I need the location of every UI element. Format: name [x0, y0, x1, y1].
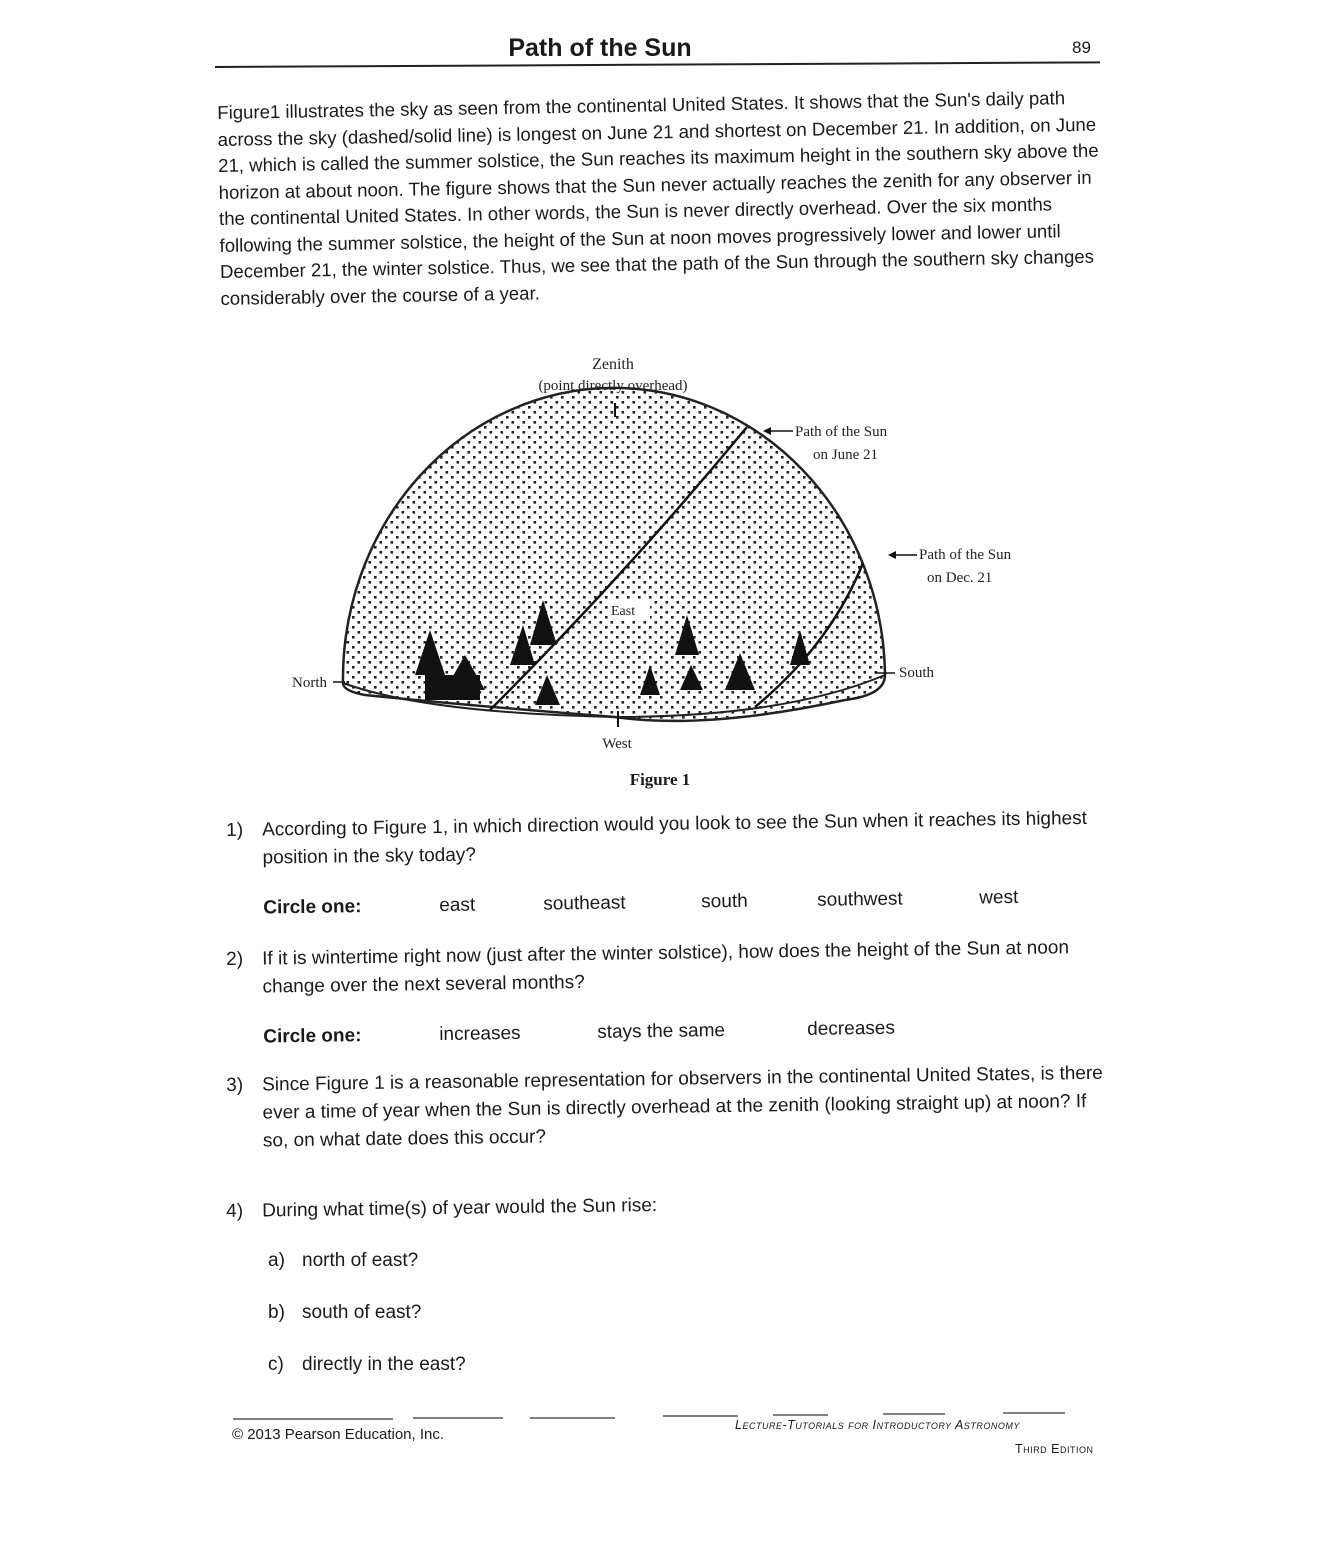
- option-west[interactable]: west: [979, 886, 1019, 909]
- sub-question-text: directly in the east?: [302, 1354, 466, 1375]
- question-4: [226, 1186, 1116, 1228]
- page-title: Path of the Sun: [508, 34, 692, 62]
- book-title: Lecture-Tutorials for Introductory Astronomy: [735, 1418, 1020, 1432]
- sub-question-text: north of east?: [302, 1250, 419, 1271]
- sub-question-label: c): [268, 1354, 284, 1375]
- june-arrowhead: [763, 427, 771, 435]
- zenith-label: Zenith: [592, 356, 634, 373]
- circle-one-label: Circle one:: [263, 896, 362, 919]
- intro-paragraph: Figure1 illustrates the sky as seen from the continental United States. It shows that the Sun's daily path across the sky (dashed/solid line) is longest on June 21 and shortest on December 21. In addition, on June 21, which is called the summer solstice, the Sun reaches its maximum height in the southern sky above the horizon at about noon. The figure shows that the Sun never actually reaches the zenith for any observer in the continental United States. In other words, the Sun is never directly overhead. Over the six months following the summer solstice, the height of the Sun at noon moves progressively lower and lower until December 21, the winter solstice. Thus, we see that the path of the Sun through the southern sky changes considerably over the course of a year.: [217, 87, 1099, 309]
- question-text: During what time(s) of year would the Sun rise:: [262, 1194, 658, 1222]
- question-number: 3): [226, 1074, 244, 1096]
- option-east[interactable]: east: [439, 894, 476, 917]
- book-edition: Third Edition: [1015, 1442, 1094, 1456]
- question-number: 4): [226, 1200, 244, 1222]
- question-text: Since Figure 1 is a reasonable representation for observers in the continental United States, is there ever a time of year when the Sun is directly overhead at the zenith (looking straight up) at noon? If so, on what date does this occur?: [262, 1062, 1103, 1152]
- sub-question-label: b): [268, 1302, 285, 1323]
- june-label-line1: Path of the Sun: [795, 424, 888, 440]
- south-label: South: [899, 665, 935, 681]
- question-text: According to Figure 1, in which direction would you look to see the Sun when it reaches its highest position in the sky today?: [262, 807, 1088, 869]
- option-south[interactable]: south: [701, 890, 748, 913]
- option-southwest[interactable]: southwest: [817, 888, 903, 911]
- june-label-line2: on June 21: [813, 447, 878, 463]
- page-number: 89: [1072, 38, 1091, 57]
- option-increases[interactable]: increases: [439, 1022, 521, 1046]
- question-3: [226, 1060, 1117, 1162]
- copyright: © 2013 Pearson Education, Inc.: [232, 1426, 445, 1443]
- dec-label-line1: Path of the Sun: [919, 547, 1012, 563]
- question-1: [226, 805, 1117, 927]
- dec-label-line2: on Dec. 21: [927, 570, 993, 586]
- option-southeast[interactable]: southeast: [543, 892, 626, 915]
- question-2: [226, 934, 1117, 1056]
- north-label: North: [292, 675, 327, 691]
- sub-question-text: south of east?: [302, 1302, 422, 1323]
- zenith-sublabel: (point directly overhead): [538, 378, 688, 394]
- sub-question-label: a): [268, 1250, 285, 1271]
- west-label: West: [602, 736, 632, 752]
- question-number: 1): [226, 819, 244, 841]
- question-number: 2): [226, 948, 244, 970]
- option-decreases[interactable]: decreases: [807, 1017, 896, 1040]
- question-text: If it is wintertime right now (just after the winter solstice), how does the height of the Sun at noon change over the next several months?: [262, 937, 1070, 998]
- figure-caption: Figure 1: [629, 770, 691, 789]
- dec-arrowhead: [888, 551, 896, 559]
- sky-dome-figure: [285, 345, 1012, 760]
- circle-one-label: Circle one:: [263, 1025, 362, 1048]
- option-stays-the-same[interactable]: stays the same: [597, 1020, 726, 1043]
- east-label: East: [611, 604, 636, 619]
